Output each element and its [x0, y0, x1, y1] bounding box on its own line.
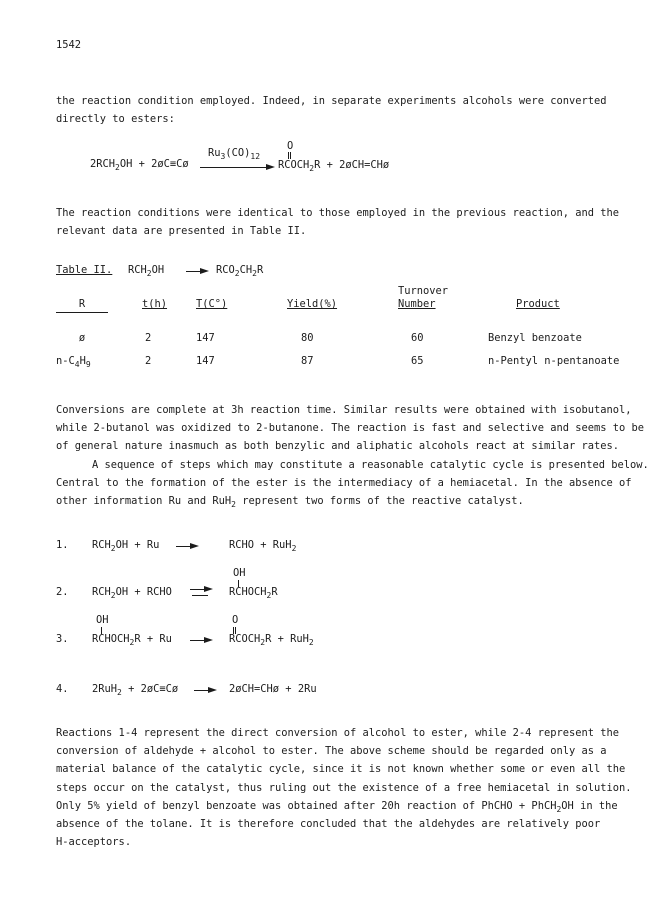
text-line: the reaction condition employed. Indeed, in separate experiments alcohols were converted: [56, 95, 607, 107]
col-header-product: Product: [516, 298, 560, 310]
step-2-hydroxyl: OH: [233, 567, 246, 579]
step-4-products: 2øCH=CHø + 2Ru: [229, 683, 317, 695]
text-line: Central to the formation of the ester is the intermediacy of a hemiacetal. In the absence of: [56, 476, 632, 489]
double-bond: [290, 152, 291, 159]
text-line: other information Ru and RuH$_2$ represent two forms of the reactive catalyst.: [56, 495, 524, 510]
cell-yield: 80: [301, 332, 314, 344]
cell-time: 2: [145, 355, 152, 367]
eq1-products: $RCOCH_2R$ + 2øCH=CHø: [278, 159, 390, 173]
step-3-products: $RCOCH_2R + RuH_2$: [229, 633, 314, 647]
text-line: of general nature inasmuch as both benzylic and aliphatic alcohols react at similar rates.: [56, 440, 620, 453]
arrowhead: [190, 543, 199, 549]
text-line: material balance of the catalytic cycle, since it is not known whether some or even all the: [56, 763, 626, 776]
table-label: Table II.: [56, 264, 113, 276]
eq1-reactants: $2RCH_2OH$ + 2øC≡Cø: [90, 158, 189, 172]
text-line: conversion of aldehyde + alcohol to ester. The above scheme should be regarded only as a: [56, 745, 607, 758]
step-1-products: RCHO + RuH$_2$: [229, 539, 297, 553]
paragraph-2: [56, 204, 631, 240]
text-line: Reactions 1-4 represent the direct conversion of alcohol to ester, while 2-4 represent the: [56, 727, 620, 739]
arrowhead: [266, 164, 275, 170]
equilibrium-arrow-back: [192, 595, 208, 596]
step-4-number: 4.: [56, 683, 69, 695]
text-line: Conversions are complete at 3h reaction time. Similar results were obtained with isobutanol,: [56, 404, 632, 416]
text-line: steps occur on the catalyst, thus ruling out the existence of a free hemiacetal in solution.: [56, 781, 632, 794]
step-1-number: 1.: [56, 539, 69, 551]
arrowhead: [208, 687, 217, 693]
cell-yield: 87: [301, 355, 314, 367]
eq1-carbonyl-oxygen: O: [287, 140, 294, 152]
step-3-number: 3.: [56, 633, 69, 645]
step-2-products: $RCHOCH_2R$: [229, 586, 278, 600]
col-header-temperature: T(C°): [196, 298, 228, 310]
double-bond: [288, 152, 289, 159]
intro-paragraph: [56, 92, 631, 128]
step-3-carbonyl-oxygen: O: [232, 614, 239, 626]
text-line: H-acceptors.: [56, 836, 132, 849]
paragraph-3: [56, 401, 649, 510]
cell-time: 2: [145, 332, 152, 344]
col-header-turnover: Number: [398, 298, 436, 310]
col-header-yield: Yield(%): [287, 298, 338, 310]
text-line: relevant data are presented in Table II.: [56, 225, 307, 238]
cell-temperature: 147: [196, 355, 215, 367]
table-equation-right: $RCO_2CH_2R$: [216, 264, 264, 278]
paragraph-4: [56, 724, 631, 851]
text-line: absence of the tolane. It is therefore concluded that the aldehydes are relatively poor: [56, 818, 601, 831]
col-header-time: t(h): [142, 298, 168, 310]
page-number: 1542: [56, 39, 82, 51]
arrowhead: [200, 268, 209, 274]
cell-r: ø: [78, 332, 86, 344]
step-3-reactants: $RCHOCH_2R + Ru$: [92, 633, 172, 647]
col-header-r: R: [78, 298, 86, 310]
step-2-number: 2.: [56, 586, 69, 598]
arrowhead: [204, 586, 213, 592]
header-underline: [56, 312, 108, 313]
text-line: Only 5% yield of benzyl benzoate was obtained after 20h reaction of PhCHO + PhCH$_2$OH in the: [56, 799, 618, 814]
table-equation-left: $RCH_2OH$: [128, 264, 165, 278]
reaction-arrow: [200, 167, 266, 168]
cell-r: $n-C_4H_9$: [56, 355, 91, 369]
header-turnover-top: Turnover: [398, 285, 449, 297]
step-2-reactants: $RCH_2OH$ + RCHO: [92, 586, 172, 600]
text-line: while 2-butanol was oxidized to 2-butanone. The reaction is fast and selective and seems to be: [56, 422, 645, 435]
step-1-reactants: $RCH_2OH + Ru$: [92, 539, 160, 553]
text-line: A sequence of steps which may constitute a reasonable catalytic cycle is presented below.: [92, 458, 649, 471]
arrowhead: [204, 637, 213, 643]
cell-product: Benzyl benzoate: [488, 332, 582, 344]
step-3-hydroxyl: OH: [96, 614, 109, 626]
cell-turnover: 60: [411, 332, 424, 344]
text-line: The reaction conditions were identical to those employed in the previous reaction, and the: [56, 207, 620, 219]
text-line: directly to esters:: [56, 113, 175, 126]
step-4-reactants: 2RuH$_2$ + 2øC≡Cø: [92, 683, 179, 697]
cell-turnover: 65: [411, 355, 424, 367]
cell-temperature: 147: [196, 332, 215, 344]
eq1-catalyst: $Ru_3(CO)_{12}$: [208, 147, 261, 161]
cell-product: n-Pentyl n-pentanoate: [488, 355, 620, 367]
